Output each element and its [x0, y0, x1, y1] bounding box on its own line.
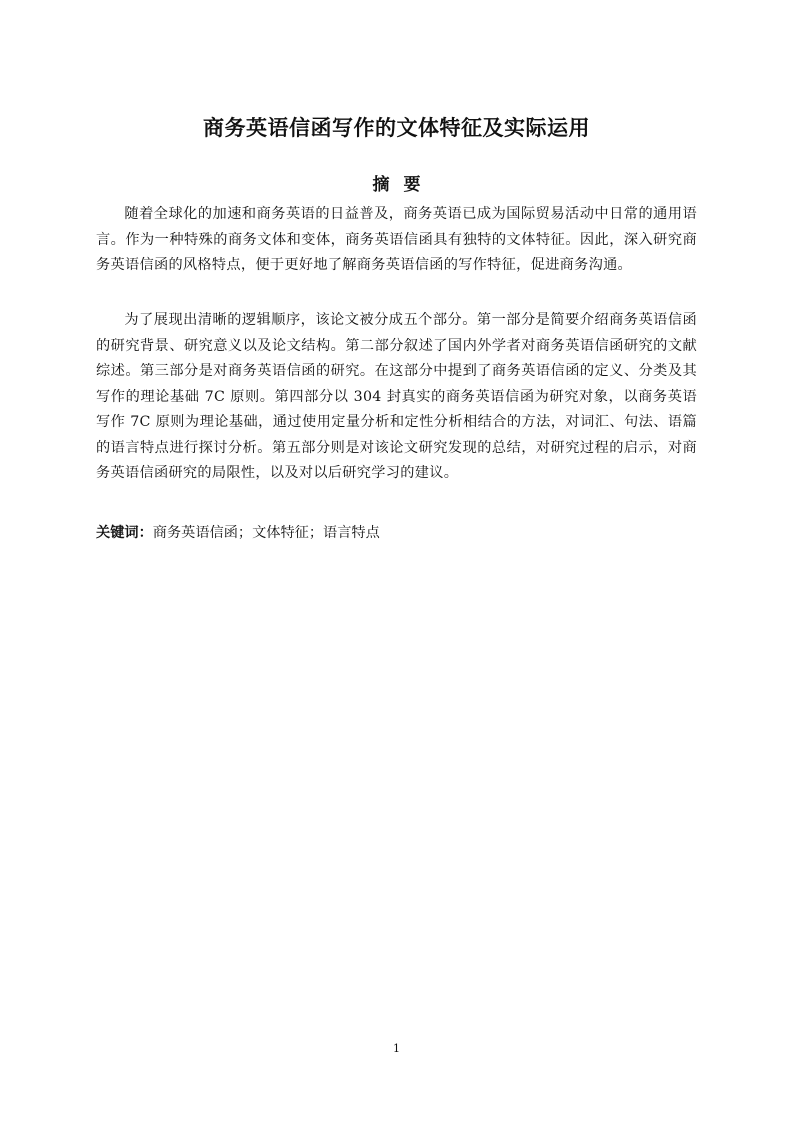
abstract-heading-char-2: 要: [403, 175, 421, 195]
keywords-label: 关键词：: [96, 525, 153, 541]
keywords-text: 商务英语信函；文体特征；语言特点: [152, 525, 380, 541]
document-title: 商务英语信函写作的文体特征及实际运用: [203, 116, 590, 140]
page-number: 1: [393, 1042, 400, 1055]
abstract-heading: [0, 172, 793, 198]
keywords-line: [96, 521, 697, 546]
abstract-paragraph-1: 随着全球化的加速和商务英语的日益普及，商务英语已成为国际贸易活动中日常的通用语言。作为一种特殊的商务文体和变体，商务英语信函具有独特的文体特征。因此，深入研究商务英语信函的风格特点，便于更好地了解商务英语信函的写作特征，促进商务沟通。: [96, 206, 697, 273]
abstract-paragraph-2: 为了展现出清晰的逻辑顺序，该论文被分成五个部分。第一部分是简要介绍商务英语信函的研究背景、研究意义以及论文结构。第二部分叙述了国内外学者对商务英语信函研究的文献综述。第三部分是对商务英语信函的研究。在这部分中提到了商务英语信函的定义、分类及其写作的理论基础 7C 原则。第四部分以 304 封真实的商务英语信函为研究对象，以商务英语写作 7C 原则为理论基础，通过使用定量分析和定性分析相结合的方法，对词汇、句法、语篇的语言特点进行探讨分析。第五部分则是对该论文研究发现的总结，对研究过程的启示，对商务英语信函研究的局限性，以及对以后研究学习的建议。: [96, 312, 697, 481]
abstract-heading-char-1: 摘: [372, 175, 390, 195]
